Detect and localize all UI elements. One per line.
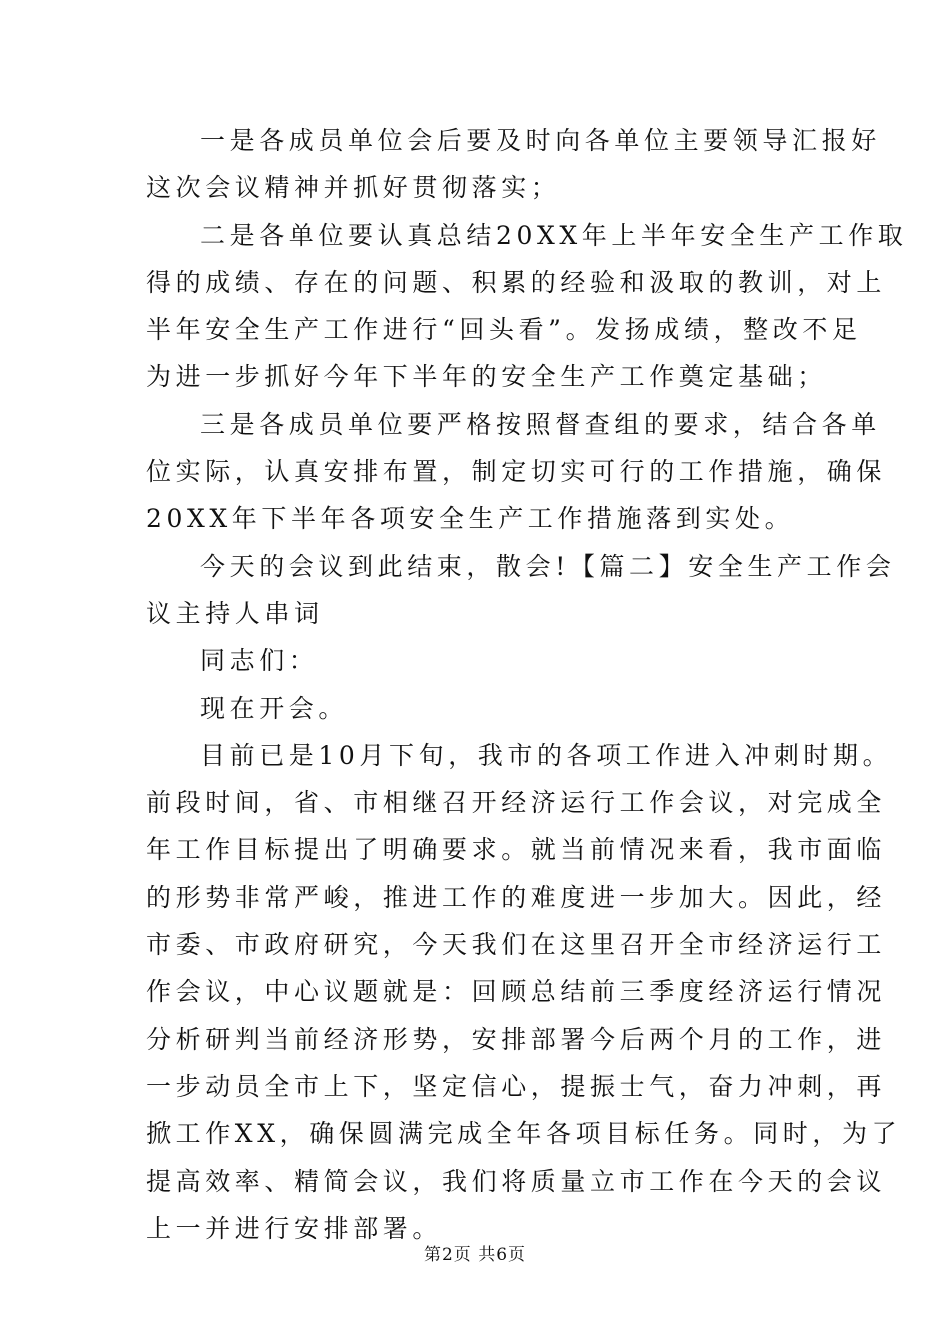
text-line: 市委、市政府研究，今天我们在这里召开全市经济运行工: [146, 930, 887, 960]
page-number-footer: 第2页 共6页: [423, 1245, 527, 1265]
text-line: 前段时间，省、市相继召开经济运行工作会议，对完成全: [146, 788, 887, 818]
paragraph-5: [146, 637, 806, 684]
text-line: 为进一步抓好今年下半年的安全生产工作奠定基础；: [146, 362, 827, 392]
paragraph-7: [146, 732, 902, 1252]
text-line: 上一并进行安排部署。: [146, 1213, 443, 1243]
text-line: 掀工作XX，确保圆满完成全年各项目标任务。同时，为了: [146, 1119, 902, 1149]
text-line: 议主持人串词: [146, 598, 324, 628]
text-line: 年工作目标提出了明确要求。就当前情况来看，我市面临: [146, 835, 887, 865]
text-line: 今天的会议到此结束，散会!【篇二】安全生产工作会: [200, 551, 896, 581]
document-body: [146, 117, 908, 1252]
paragraph-3: [146, 401, 887, 543]
text-line: 目前已是10月下旬，我市的各项工作进入冲刺时期。: [200, 740, 893, 770]
text-line: 二是各单位要认真总结20XX年上半年安全生产工作取: [200, 220, 908, 250]
text-line: 作会议，中心议题就是：回顾总结前三季度经济运行情况: [146, 977, 887, 1007]
paragraph-6: [146, 685, 806, 732]
text-line: 这次会议精神并抓好贯彻落实；: [146, 173, 561, 203]
text-line: 的形势非常严峻，推进工作的难度进一步加大。因此，经: [146, 882, 887, 912]
paragraph-2: [146, 212, 908, 401]
paragraph-4: [146, 543, 896, 638]
text-line: 一是各成员单位会后要及时向各单位主要领导汇报好: [200, 126, 881, 155]
text-line: 提高效率、精简会议，我们将质量立市工作在今天的会议: [146, 1166, 887, 1196]
text-line: 三是各成员单位要严格按照督查组的要求，结合各单: [200, 409, 881, 439]
text-line: 位实际，认真安排布置，制定切实可行的工作措施，确保: [146, 457, 887, 487]
text-line: 半年安全生产工作进行“回头看”。发扬成绩，整改不足: [146, 315, 862, 345]
text-line: 一步动员全市上下，坚定信心，提振士气，奋力冲刺，再: [146, 1071, 887, 1101]
text-line: 20XX年下半年各项安全生产工作措施落到实处。: [146, 504, 795, 534]
text-line: 现在开会。: [200, 693, 349, 723]
paragraph-1: [146, 117, 881, 212]
text-line: 同志们：: [200, 646, 319, 676]
text-line: 得的成绩、存在的问题、积累的经验和汲取的教训，对上: [146, 267, 887, 297]
text-line: 分析研判当前经济形势，安排部署今后两个月的工作，进: [146, 1024, 887, 1054]
